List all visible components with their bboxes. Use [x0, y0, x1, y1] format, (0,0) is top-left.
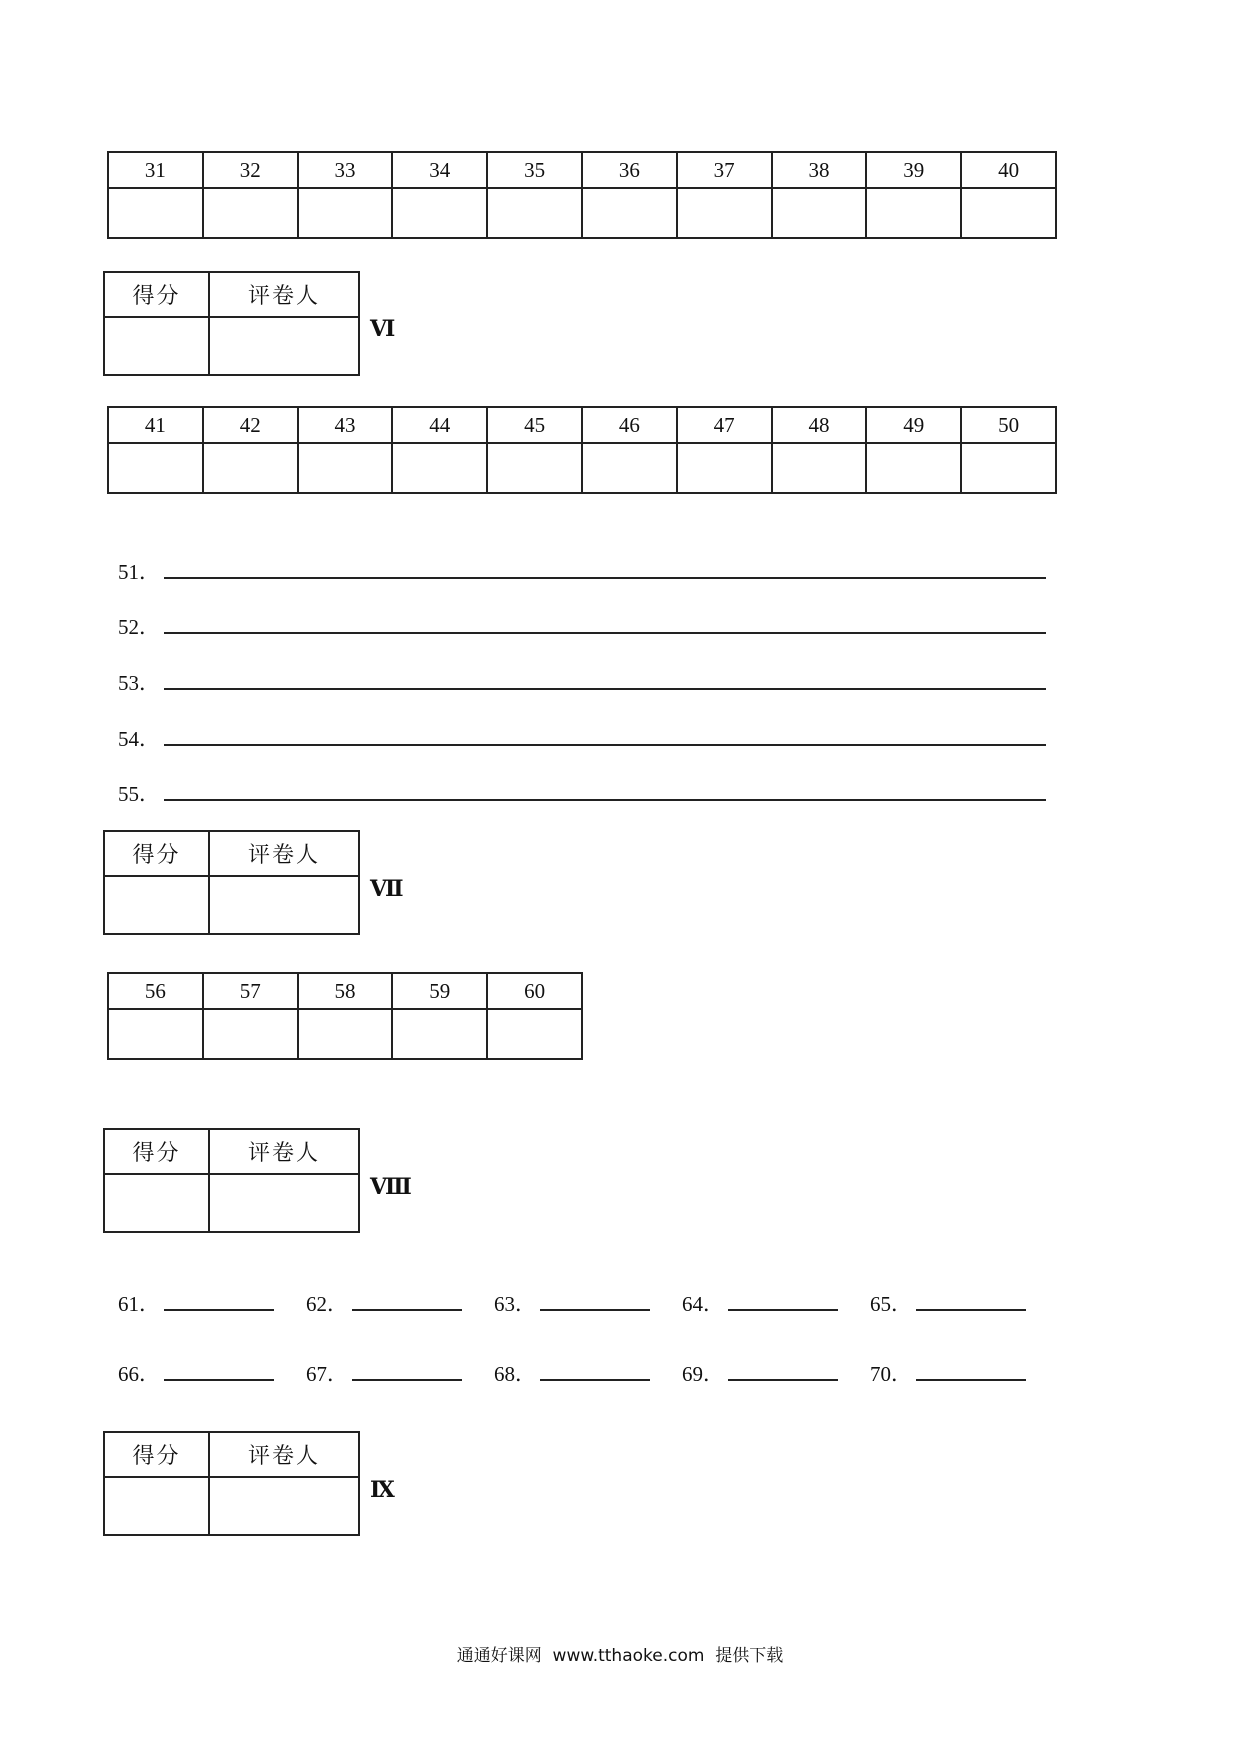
table-cell: 46 [582, 407, 677, 443]
table-cell: 49 [866, 407, 961, 443]
blank-63[interactable] [494, 1288, 536, 1318]
table-cell: 34 [392, 152, 487, 188]
table-cell: 48 [772, 407, 867, 443]
blank-number: 70． [870, 1362, 912, 1386]
score-label: 得分 [104, 1129, 209, 1174]
line-number: 53． [118, 671, 160, 695]
line-rule [164, 577, 1046, 579]
blank-rule [164, 1309, 274, 1311]
table-cell: 35 [487, 152, 582, 188]
grader-label: 评卷人 [209, 1129, 359, 1174]
answer-cell[interactable] [392, 1009, 487, 1059]
line-number: 51． [118, 560, 160, 584]
table-cell: 33 [298, 152, 393, 188]
blank-number: 63． [494, 1292, 536, 1316]
answer-cell[interactable] [203, 188, 298, 238]
answer-cell[interactable] [298, 1009, 393, 1059]
footer-source: 通通好课网 www.tthaoke.com 提供下载 [456, 1646, 784, 1666]
line-rule [164, 744, 1046, 746]
answer-cell[interactable] [203, 443, 298, 493]
score-cell[interactable] [104, 1477, 209, 1535]
answer-cell[interactable] [772, 188, 867, 238]
score-label: 得分 [104, 1432, 209, 1477]
answer-cell[interactable] [677, 443, 772, 493]
score-box-7 [103, 830, 360, 935]
answer-cell[interactable] [108, 1009, 203, 1059]
answer-cell[interactable] [392, 443, 487, 493]
answer-cell[interactable] [108, 188, 203, 238]
score-box-9 [103, 1431, 360, 1536]
grader-cell[interactable] [209, 876, 359, 934]
grader-label: 评卷人 [209, 1432, 359, 1477]
answer-cell[interactable] [582, 443, 677, 493]
table-cell: 40 [961, 152, 1056, 188]
grader-cell[interactable] [209, 1174, 359, 1232]
line-rule [164, 799, 1046, 801]
blank-rule [728, 1379, 838, 1381]
answer-table-31-40 [107, 151, 1057, 239]
answer-cell[interactable] [866, 443, 961, 493]
blank-rule [540, 1379, 650, 1381]
blank-number: 67． [306, 1362, 348, 1386]
score-box-6 [103, 271, 360, 376]
answer-table-56-60 [107, 972, 583, 1060]
line-number: 52． [118, 615, 160, 639]
table-cell: 41 [108, 407, 203, 443]
answer-cell[interactable] [677, 188, 772, 238]
blank-66[interactable] [118, 1358, 160, 1388]
answer-cell[interactable] [203, 1009, 298, 1059]
table-cell: 50 [961, 407, 1056, 443]
table-cell: 31 [108, 152, 203, 188]
answer-cell[interactable] [961, 443, 1056, 493]
table-cell: 57 [203, 973, 298, 1009]
blank-rule [916, 1309, 1026, 1311]
blank-68[interactable] [494, 1358, 536, 1388]
grader-label: 评卷人 [209, 831, 359, 876]
blank-64[interactable] [682, 1288, 724, 1318]
blank-65[interactable] [870, 1288, 912, 1318]
blank-number: 66． [118, 1362, 160, 1386]
blank-number: 62． [306, 1292, 348, 1316]
grader-cell[interactable] [209, 1477, 359, 1535]
blank-number: 69． [682, 1362, 724, 1386]
table-cell: 56 [108, 973, 203, 1009]
answer-cell[interactable] [487, 188, 582, 238]
table-cell: 42 [203, 407, 298, 443]
blank-rule [164, 1379, 274, 1381]
grader-cell[interactable] [209, 317, 359, 375]
answer-cell[interactable] [961, 188, 1056, 238]
section-number-8: Ⅷ [370, 1174, 411, 1199]
score-label: 得分 [104, 831, 209, 876]
section-number-6: Ⅵ [370, 316, 395, 341]
line-rule [164, 688, 1046, 690]
table-cell: 45 [487, 407, 582, 443]
score-box-8 [103, 1128, 360, 1233]
line-rule [164, 632, 1046, 634]
table-cell: 36 [582, 152, 677, 188]
score-cell[interactable] [104, 876, 209, 934]
answer-cell[interactable] [108, 443, 203, 493]
answer-cell[interactable] [582, 188, 677, 238]
table-cell: 37 [677, 152, 772, 188]
blank-rule [916, 1379, 1026, 1381]
section-number-7: Ⅶ [370, 876, 403, 901]
section-number-9: Ⅸ [370, 1477, 394, 1502]
blank-62[interactable] [306, 1288, 348, 1318]
blank-70[interactable] [870, 1358, 912, 1388]
answer-table-41-50 [107, 406, 1057, 494]
answer-cell[interactable] [487, 443, 582, 493]
answer-cell[interactable] [866, 188, 961, 238]
table-cell: 39 [866, 152, 961, 188]
blank-number: 68． [494, 1362, 536, 1386]
blank-number: 65． [870, 1292, 912, 1316]
blank-67[interactable] [306, 1358, 348, 1388]
score-cell[interactable] [104, 1174, 209, 1232]
blank-rule [540, 1309, 650, 1311]
table-cell: 47 [677, 407, 772, 443]
score-label: 得分 [104, 272, 209, 317]
blank-rule [352, 1379, 462, 1381]
answer-cell[interactable] [298, 188, 393, 238]
table-cell: 60 [487, 973, 582, 1009]
blank-rule [728, 1309, 838, 1311]
blank-61[interactable] [118, 1288, 160, 1318]
table-cell: 59 [392, 973, 487, 1009]
table-cell: 58 [298, 973, 393, 1009]
score-cell[interactable] [104, 317, 209, 375]
table-cell: 43 [298, 407, 393, 443]
blank-number: 64． [682, 1292, 724, 1316]
answer-cell[interactable] [298, 443, 393, 493]
line-number: 54． [118, 727, 160, 751]
blank-69[interactable] [682, 1358, 724, 1388]
table-cell: 44 [392, 407, 487, 443]
answer-cell[interactable] [772, 443, 867, 493]
answer-cell[interactable] [487, 1009, 582, 1059]
answer-cell[interactable] [392, 188, 487, 238]
grader-label: 评卷人 [209, 272, 359, 317]
line-number: 55． [118, 782, 160, 806]
blank-number: 61． [118, 1292, 160, 1316]
table-cell: 38 [772, 152, 867, 188]
table-cell: 32 [203, 152, 298, 188]
blank-rule [352, 1309, 462, 1311]
